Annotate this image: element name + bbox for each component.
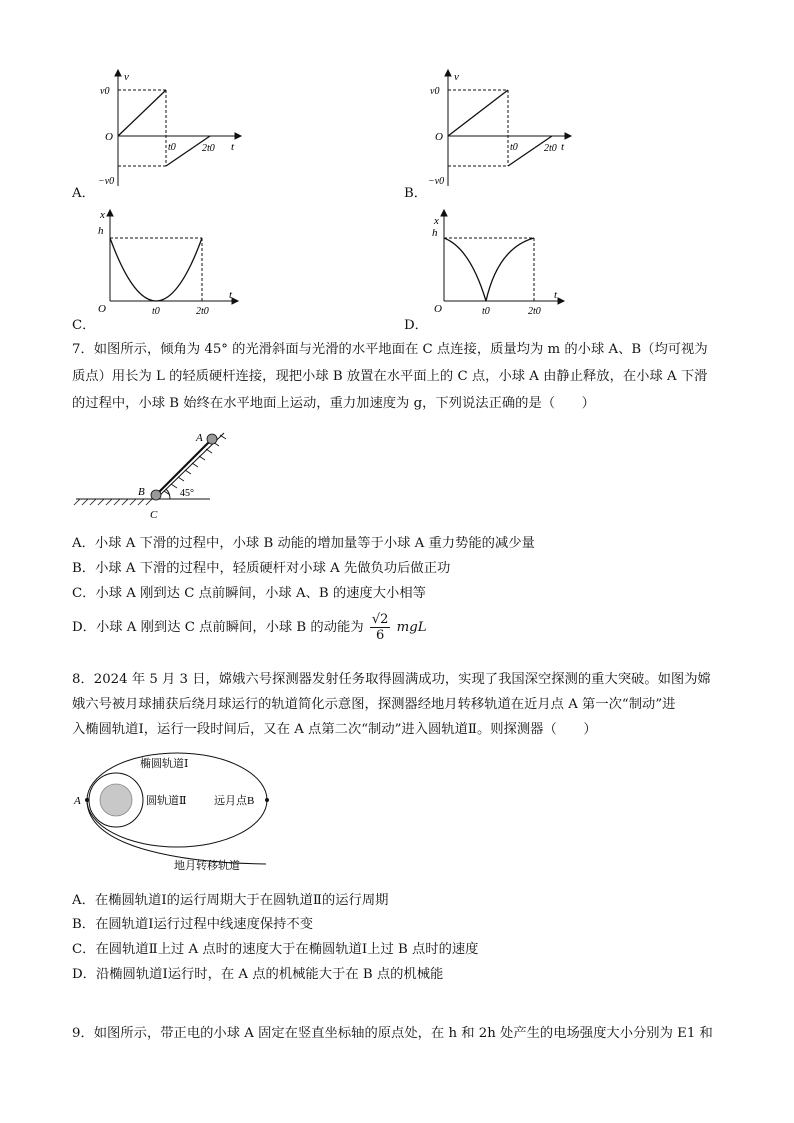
svg-text:t: t bbox=[554, 289, 558, 301]
svg-text:t: t bbox=[561, 141, 565, 153]
svg-text:t0: t0 bbox=[482, 306, 490, 317]
q8-option-a[interactable]: A．在椭圆轨道Ⅰ的运行周期大于在圆轨道Ⅱ的运行周期 bbox=[72, 893, 389, 908]
svg-text:O: O bbox=[434, 303, 442, 315]
svg-text:−v0: −v0 bbox=[428, 176, 445, 187]
graph-c-label[interactable]: C． bbox=[72, 318, 96, 333]
graph-d bbox=[430, 208, 580, 318]
q7-option-d[interactable] bbox=[72, 612, 427, 643]
svg-text:v: v bbox=[124, 71, 129, 83]
svg-text:−v0: −v0 bbox=[98, 176, 115, 187]
svg-text:x: x bbox=[434, 215, 439, 227]
svg-text:圆轨道Ⅱ: 圆轨道Ⅱ bbox=[146, 795, 187, 807]
svg-text:A: A bbox=[196, 432, 203, 444]
svg-text:t0: t0 bbox=[510, 142, 518, 153]
svg-text:v: v bbox=[454, 71, 459, 83]
graph-a bbox=[100, 68, 250, 193]
svg-text:2t0: 2t0 bbox=[196, 306, 209, 317]
svg-text:C: C bbox=[150, 509, 158, 521]
q7-option-d-fraction: $\frac{√2}{6}$ bbox=[371, 612, 389, 643]
q7-option-b[interactable]: B．小球 A 下滑的过程中，轻质硬杆对小球 A 先做负功后做正功 bbox=[72, 561, 451, 576]
graph-d-label[interactable]: D． bbox=[404, 318, 428, 333]
svg-text:t0: t0 bbox=[168, 142, 176, 153]
graph-c bbox=[94, 208, 244, 318]
svg-text:2t0: 2t0 bbox=[202, 143, 215, 154]
svg-text:t0: t0 bbox=[152, 306, 160, 317]
q7-option-c[interactable]: C．小球 A 刚到达 C 点前瞬间，小球 A、B 的速度大小相等 bbox=[72, 586, 426, 601]
q7-text-2: 质点）用长为 L 的轻质硬杆连接，现把小球 B 放置在水平面上的 C 点，小球 A 由静止释放，在小球 A 下滑 bbox=[72, 369, 708, 384]
svg-text:O: O bbox=[435, 131, 443, 143]
svg-text:椭圆轨道Ⅰ: 椭圆轨道Ⅰ bbox=[140, 758, 189, 770]
q7-option-a[interactable]: A．小球 A 下滑的过程中，小球 B 动能的增加量等于小球 A 重力势能的减少量 bbox=[72, 536, 535, 551]
svg-text:O: O bbox=[98, 303, 106, 315]
svg-text:远月点B: 远月点B bbox=[214, 795, 255, 807]
q8-orbit-figure bbox=[70, 750, 280, 878]
svg-text:h: h bbox=[432, 227, 438, 239]
ball-a bbox=[207, 434, 217, 444]
svg-text:A: A bbox=[74, 795, 81, 807]
q8-option-d[interactable]: D．沿椭圆轨道Ⅰ运行时，在 A 点的机械能大于在 B 点的机械能 bbox=[72, 967, 444, 982]
q8-text-3: 入椭圆轨道Ⅰ，运行一段时间后，又在 A 点第二次“制动”进入圆轨道Ⅱ。则探测器（ ） bbox=[72, 722, 597, 737]
q8-text-1: 8．2024 年 5 月 3 日，嫦娥六号探测器发射任务取得圆满成功，实现了我国深空探测的重大突破。如图为嫦 bbox=[72, 672, 711, 687]
svg-text:2t0: 2t0 bbox=[544, 143, 557, 154]
q7-option-d-unit: mgL bbox=[396, 620, 427, 635]
graph-a-label[interactable]: A． bbox=[72, 186, 95, 201]
svg-text:v0: v0 bbox=[430, 86, 440, 97]
svg-text:t: t bbox=[231, 141, 235, 153]
svg-text:v0: v0 bbox=[100, 86, 110, 97]
svg-text:B: B bbox=[138, 486, 145, 498]
q7-incline-figure bbox=[72, 425, 242, 525]
q7-text-1: 7．如图所示，倾角为 45° 的光滑斜面与光滑的水平地面在 C 点连接，质量均为 m 的小球 A、B（均可视为 bbox=[72, 342, 708, 357]
svg-text:地月转移轨道: 地月转移轨道 bbox=[174, 860, 240, 872]
svg-text:t: t bbox=[229, 289, 233, 301]
svg-text:45°: 45° bbox=[180, 488, 194, 499]
graph-b-label[interactable]: B． bbox=[404, 186, 428, 201]
graph-b bbox=[430, 68, 580, 193]
svg-text:O: O bbox=[105, 131, 113, 143]
q7-text-3: 的过程中，小球 B 始终在水平地面上运动，重力加速度为 g，下列说法正确的是（ ） bbox=[72, 396, 595, 411]
ball-b bbox=[151, 490, 161, 500]
q8-option-c[interactable]: C．在圆轨道Ⅱ上过 A 点时的速度大于在椭圆轨道Ⅰ上过 B 点时的速度 bbox=[72, 942, 479, 957]
svg-text:h: h bbox=[98, 225, 104, 237]
q8-option-b[interactable]: B．在圆轨道Ⅰ运行过程中线速度保持不变 bbox=[72, 917, 314, 932]
svg-text:x: x bbox=[100, 209, 105, 221]
moon-icon bbox=[100, 784, 132, 816]
svg-text:2t0: 2t0 bbox=[528, 306, 541, 317]
q9-text-1: 9．如图所示，带正电的小球 A 固定在竖直坐标轴的原点处，在 h 和 2h 处产生的电场强度大小分别为 E1 和 bbox=[72, 1026, 713, 1041]
q8-text-2: 娥六号被月球捕获后绕月球运行的轨道简化示意图，探测器经地月转移轨道在近月点 A 第一次“制动”进 bbox=[72, 697, 676, 712]
q7-option-d-text: D．小球 A 刚到达 C 点前瞬间，小球 B 的动能为 bbox=[72, 620, 364, 635]
